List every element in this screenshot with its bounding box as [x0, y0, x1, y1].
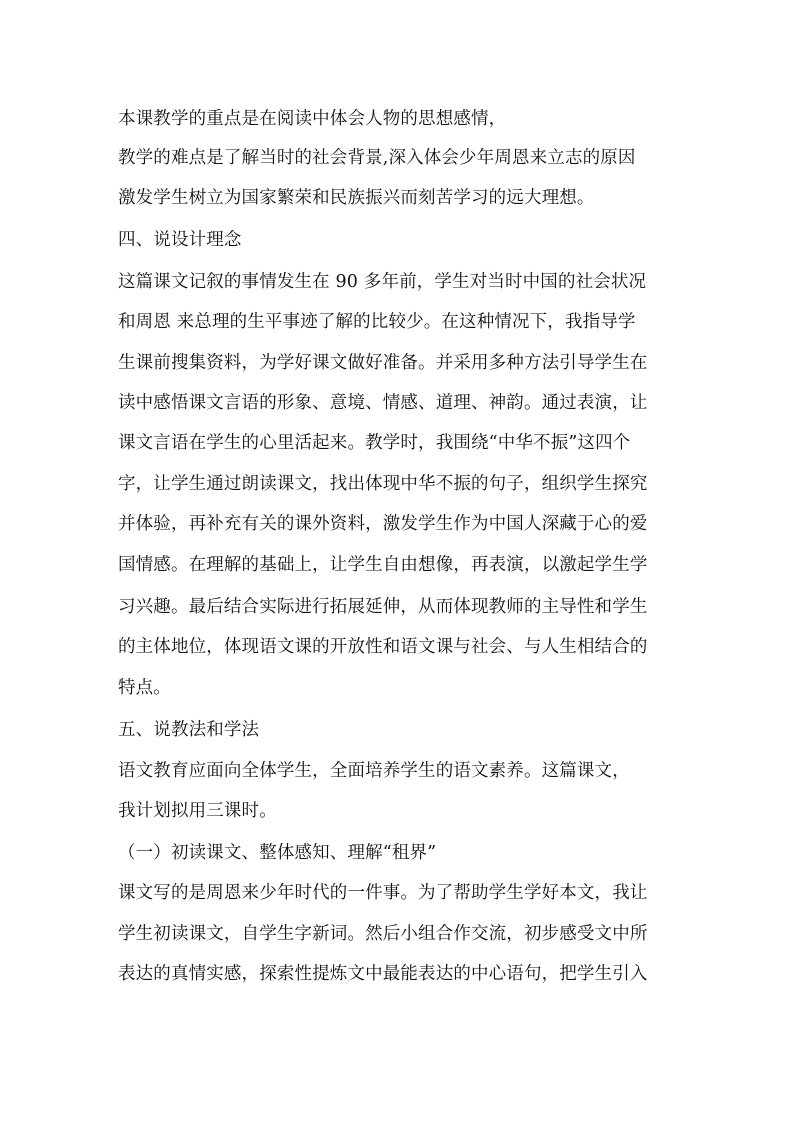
text-line: 课文言语在学生的心里活起来。教学时，我围绕“中华不振”这四个: [118, 433, 631, 453]
text-line: 激发学生树立为国家繁荣和民族振兴而刻苦学习的远大理想。: [118, 188, 595, 208]
section-heading: 五、说教法和学法: [118, 720, 260, 740]
text-line: 我计划拟用三课时。: [118, 801, 277, 821]
text-line: 教学的难点是了解当时的社会背景,深入体会少年周恩来立志的原因: [118, 148, 636, 168]
text-line: 特点。: [118, 678, 171, 698]
text-line: 的主体地位，体现语文课的开放性和语文课与社会、与人生相结合的: [118, 637, 648, 657]
text-line: 生课前搜集资料，为学好课文做好准备。并采用多种方法引导学生在: [118, 353, 648, 373]
text-line: 并体验，再补充有关的课外资料，激发学生作为中国人深藏于心的爱: [118, 514, 648, 534]
text-line: 习兴趣。最后结合实际进行拓展延伸，从而体现教师的主导性和学生: [118, 597, 648, 617]
text-line: 表达的真情实感，探索性提炼文中最能表达的中心语句，把学生引入: [118, 964, 648, 984]
text-line: 国情感。在理解的基础上，让学生自由想像，再表演，以激起学生学: [118, 555, 648, 575]
text-line: 这篇课文记叙的事情发生在 90 多年前，学生对当时中国的社会状况: [118, 272, 647, 292]
subsection-heading: （一）初读课文、整体感知、理解“租界”: [118, 843, 437, 863]
text-line: 字，让学生通过朗读课文，找出体现中华不振的句子，组织学生探究: [118, 474, 648, 494]
text-line: 读中感悟课文言语的形象、意境、情感、道理、神韵。通过表演，让: [118, 393, 648, 413]
text-line: 学生初读课文，自学生字新词。然后小组合作交流，初步感受文中所: [118, 924, 648, 944]
text-line: 课文写的是周恩来少年时代的一件事。为了帮助学生学好本文，我让: [118, 883, 648, 903]
text-line: 语文教育应面向全体学生，全面培养学生的语文素养。这篇课文，: [118, 761, 630, 781]
text-line: 本课教学的重点是在阅读中体会人物的思想感情，: [118, 109, 507, 129]
text-line: 和周恩 来总理的生平事迹了解的比较少。在这种情况下，我指导学: [118, 312, 636, 332]
section-heading: 四、说设计理念: [118, 230, 242, 250]
